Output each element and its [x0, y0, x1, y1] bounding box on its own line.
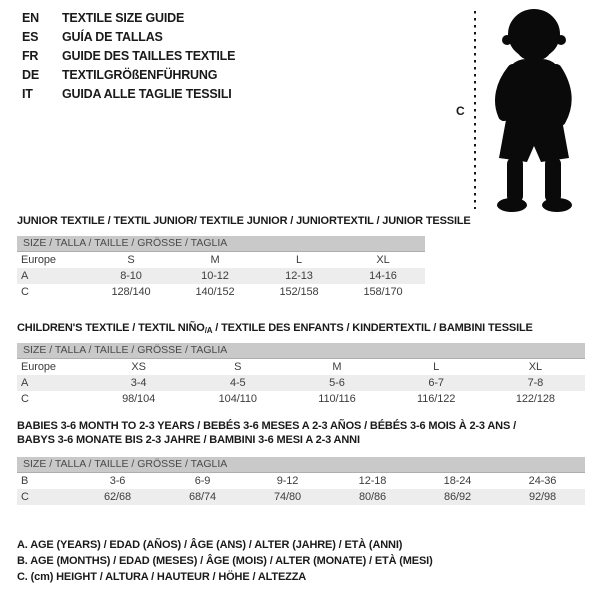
table-row: [17, 252, 425, 268]
row-label: Europe: [21, 254, 56, 266]
language-code: DE: [22, 68, 39, 82]
children-table: [17, 359, 585, 407]
cell: L: [295, 254, 303, 266]
table-row: [17, 284, 425, 300]
language-row: [22, 66, 235, 85]
language-label: GUIDA ALLE TAGLIE TESSILI: [62, 87, 232, 101]
size-header-bar: SIZE / TALLA / TAILLE / GRÖSSE / TAGLIA: [17, 343, 585, 359]
cell: 152/158: [279, 286, 319, 298]
cell: 12-18: [358, 475, 387, 487]
cell: L: [433, 361, 440, 373]
title-text: JUNIOR TEXTILE / TEXTIL JUNIOR/ TEXTILE JUNIOR / JUNIORTEXTIL / JUNIOR TESSILE: [17, 215, 471, 227]
language-label: TEXTILGRÖßENFÜHRUNG: [62, 68, 218, 82]
cell: 122/128: [515, 393, 555, 405]
cell: 18-24: [443, 475, 472, 487]
row-label: C: [21, 286, 29, 298]
title-text: CHILDREN'S TEXTILE / TEXTIL NIÑO: [17, 322, 205, 334]
row-label: C: [21, 393, 29, 405]
table-row: [17, 489, 585, 505]
size-header-bar: SIZE / TALLA / TAILLE / GRÖSSE / TAGLIA: [17, 457, 585, 473]
cell: XL: [528, 361, 542, 373]
cell: 3-6: [109, 475, 126, 487]
cell: M: [332, 361, 342, 373]
cell: 92/98: [528, 491, 557, 503]
table-row: [17, 473, 585, 489]
row-label: C: [21, 491, 29, 503]
children-table-title: [17, 321, 533, 338]
language-code: FR: [22, 49, 39, 63]
row-label: B: [21, 475, 29, 487]
table-row: [17, 359, 585, 375]
cell: 98/104: [122, 393, 156, 405]
cell: 7-8: [527, 377, 544, 389]
cell: 104/110: [218, 393, 257, 405]
language-row: [22, 47, 235, 66]
note-age-years: A. AGE (YEARS) / EDAD (AÑOS) / ÂGE (ANS) / ALTER (JAHRE) / ETÀ (ANNI): [17, 539, 403, 551]
cell: 158/170: [363, 286, 403, 298]
language-label: GUÍA DE TALLAS: [62, 30, 163, 44]
height-measure-label: C: [456, 104, 465, 118]
language-row: [22, 28, 235, 47]
figure-graphic: [450, 4, 598, 214]
cell: 8-10: [120, 270, 142, 282]
language-code: EN: [22, 11, 39, 25]
babies-size-table: [17, 457, 585, 505]
title-subscript: /A: [204, 326, 213, 335]
cell: M: [210, 254, 220, 266]
junior-size-table: [17, 236, 425, 300]
language-code: ES: [22, 30, 39, 44]
cell: 12-13: [285, 270, 313, 282]
title-text: BABYS 3-6 MONATE BIS 2-3 JAHRE / BAMBINI 3-6 MESI A 2-3 ANNI: [17, 434, 360, 446]
junior-table-title: [17, 214, 471, 228]
cell: 6-9: [194, 475, 211, 487]
table-row: [17, 391, 585, 407]
cell: S: [234, 361, 242, 373]
row-label: Europe: [21, 361, 56, 373]
cell: 62/68: [103, 491, 132, 503]
cell: 80/86: [358, 491, 387, 503]
cell: XS: [131, 361, 146, 373]
cell: 128/140: [111, 286, 151, 298]
cell: 4-5: [229, 377, 246, 389]
legend-notes: [17, 537, 433, 585]
cell: 110/116: [318, 393, 356, 405]
children-size-table: [17, 343, 585, 407]
babies-table: [17, 473, 585, 505]
cell: 86/92: [443, 491, 472, 503]
cell: 6-7: [428, 377, 444, 389]
cell: S: [127, 254, 135, 266]
note-height: C. (cm) HEIGHT / ALTURA / HAUTEUR / HÖHE / ALTEZZA: [17, 571, 307, 583]
toddler-silhouette: [497, 9, 572, 212]
cell: 68/74: [188, 491, 217, 503]
cell: 14-16: [369, 270, 397, 282]
cell: XL: [376, 254, 390, 266]
language-list: [22, 9, 235, 104]
cell: 24-36: [528, 475, 557, 487]
language-label: GUIDE DES TAILLES TEXTILE: [62, 49, 236, 63]
language-row: [22, 85, 235, 104]
language-label: TEXTILE SIZE GUIDE: [62, 11, 185, 25]
row-label: A: [21, 377, 29, 389]
note-age-months: B. AGE (MONTHS) / EDAD (MESES) / ÂGE (MOIS) / ALTER (MONATE) / ETÀ (MESI): [17, 555, 433, 567]
babies-table-title: [17, 419, 516, 447]
size-header-bar: SIZE / TALLA / TAILLE / GRÖSSE / TAGLIA: [17, 236, 425, 252]
cell: 10-12: [201, 270, 229, 282]
cell: 116/122: [417, 393, 456, 405]
cell: 5-6: [329, 377, 345, 389]
language-row: [22, 9, 235, 28]
table-row: [17, 268, 425, 284]
title-text: BABIES 3-6 MONTH TO 2-3 YEARS / BEBÉS 3-6 MESES A 2-3 AÑOS / BÉBÉS 3-6 MOIS À 2-3 ANS /: [17, 420, 516, 432]
junior-table: [17, 252, 425, 300]
cell: 140/152: [195, 286, 235, 298]
cell: 3-4: [130, 377, 147, 389]
title-text: / TEXTILE DES ENFANTS / KINDERTEXTIL / BAMBINI TESSILE: [212, 322, 533, 334]
height-figure: [450, 4, 598, 214]
table-row: [17, 375, 585, 391]
cell: 74/80: [273, 491, 302, 503]
language-code: IT: [22, 87, 33, 101]
row-label: A: [21, 270, 29, 282]
cell: 9-12: [276, 475, 299, 487]
